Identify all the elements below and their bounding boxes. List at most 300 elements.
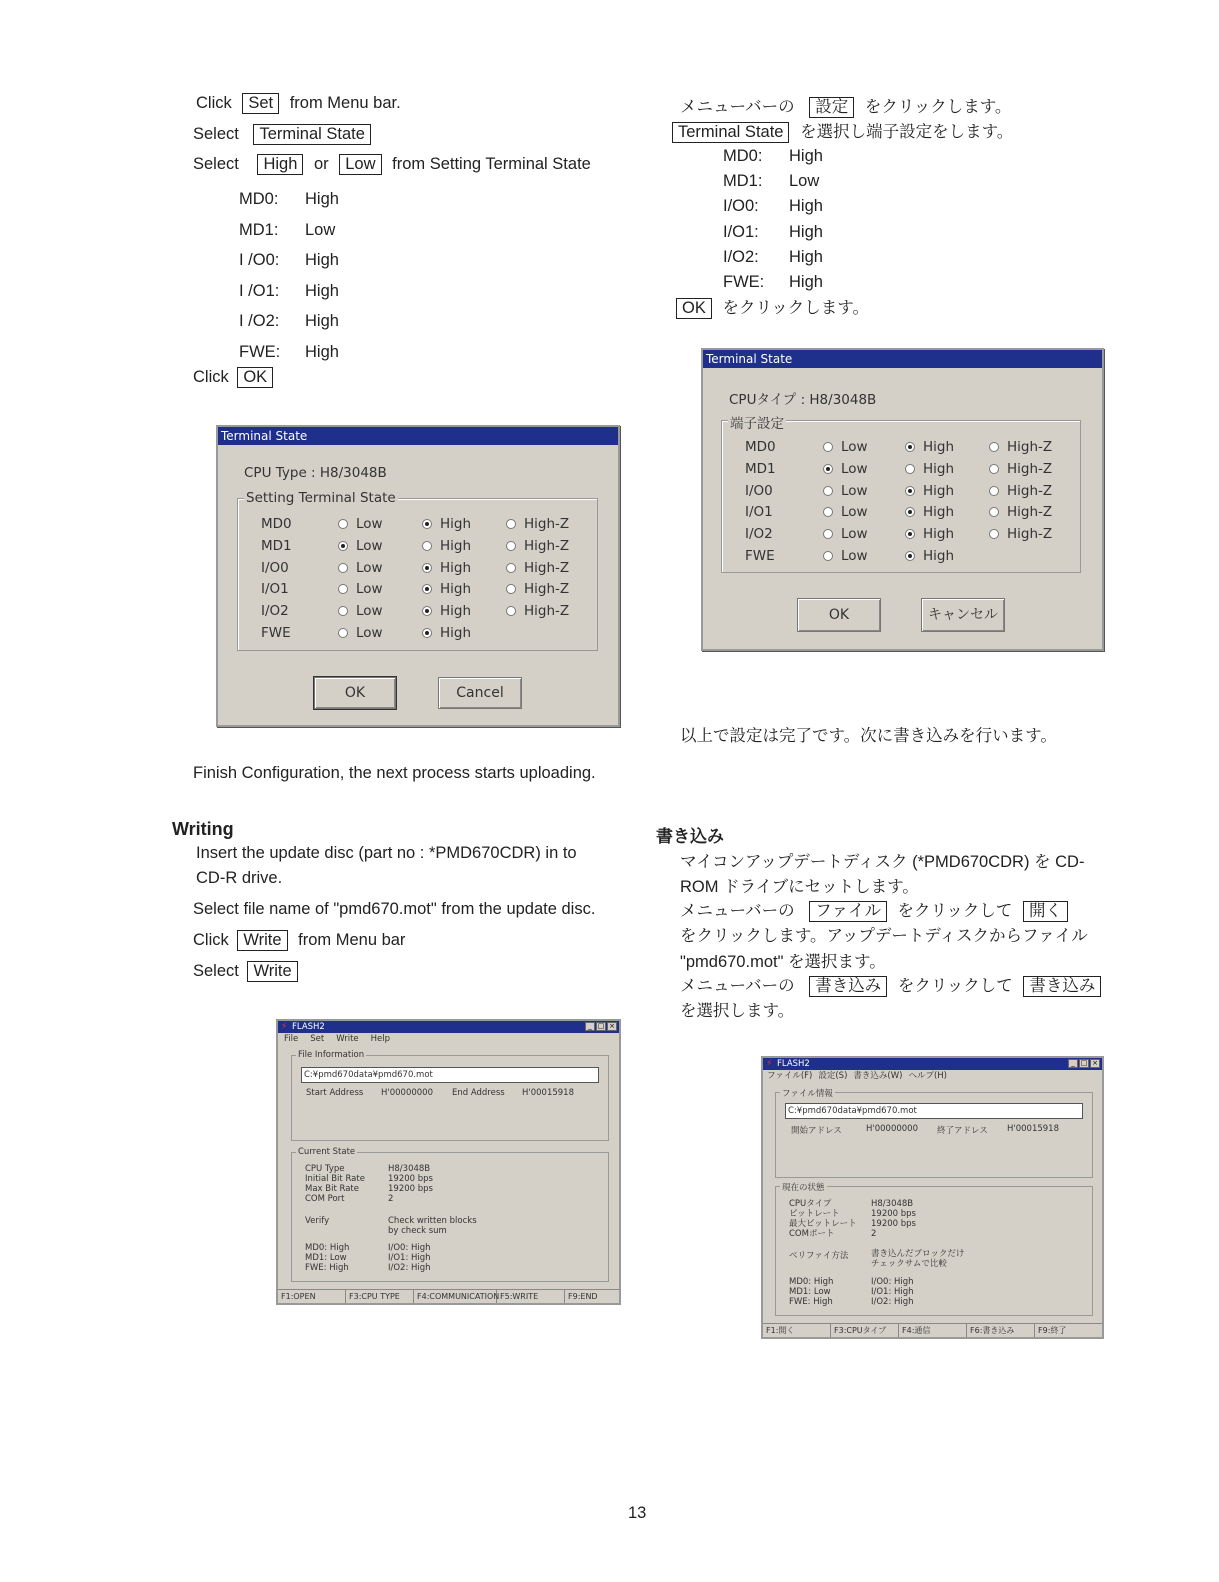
pin-label: I/O2 [745,526,773,543]
pin-name: FWE: [723,273,765,292]
state-key: Max Bit Rate [305,1184,359,1194]
pin-row [723,220,823,245]
radio-label: High [923,526,955,543]
ok-button[interactable]: OK [314,677,396,709]
radio-icon [905,529,915,539]
text: メニューバーの [680,98,795,116]
pin-value: Low [789,172,820,191]
radio-label: High-Z [524,516,570,532]
radio-high[interactable] [905,526,954,542]
state-key: COM Port [305,1194,345,1204]
state-key: 最大ビットレート [789,1219,857,1229]
text: をクリックして [897,902,1013,920]
radio-icon [905,507,915,517]
state-key: ビットレート [789,1209,840,1219]
radio-label: High-Z [1007,482,1053,499]
group-label: ファイル情報 [782,1089,833,1099]
radio-label: Low [841,504,868,521]
pin-state: MD0: High [789,1277,834,1287]
radio-icon [989,442,999,452]
pin-value: High [789,222,823,241]
menu-help[interactable]: Help [370,1034,391,1044]
terminal-state-dialog-en [216,425,620,727]
radio-high-z[interactable] [989,526,1052,542]
radio-icon [823,464,833,474]
en-click-write [193,930,405,951]
radio-icon [506,541,516,551]
text: をクリックして [897,977,1013,995]
radio-high[interactable] [422,538,471,554]
radio-label: High-Z [524,537,570,554]
pin-label: FWE [261,625,291,641]
text: を選択し端子設定をします。 [800,123,1014,141]
en-step-click-set [196,93,401,114]
pin-value: High [305,251,339,269]
ja-line2: ROM ドライブにセットします。 [680,878,919,896]
en-finish-text: Finish Configuration, the next process starts uploading. [193,764,596,782]
flash-icon: ⚡ [766,1059,773,1069]
ja-line6 [680,972,1107,997]
pin-row [239,337,339,368]
radio-label: Low [356,625,383,641]
maximize-icon[interactable]: □ [597,1022,605,1030]
key-terminal-state: Terminal State [672,122,789,143]
pin-state: I/O0: High [388,1243,431,1253]
radio-label: High [440,581,472,598]
radio-low[interactable] [338,581,383,597]
state-key: Initial Bit Rate [305,1174,365,1184]
key-write: 書き込み [1023,976,1101,997]
pin-label: I/O2 [261,603,289,620]
pin-state: I/O1: High [871,1287,914,1297]
radio-label: High-Z [1007,439,1053,455]
pin-row [239,245,339,276]
radio-icon [989,486,999,496]
text: Click [196,94,232,112]
radio-low[interactable] [823,526,868,542]
radio-label: Low [356,516,383,532]
radio-label: Low [356,603,383,620]
radio-icon [422,541,432,551]
radio-icon [905,442,915,452]
group-label: File Information [298,1050,365,1060]
radio-icon [506,606,516,616]
ok-button[interactable]: OK [797,598,881,632]
pin-row [723,245,823,270]
state-value: 2 [388,1194,394,1204]
pin-label: I/O0 [745,482,773,499]
start-address-value: H'00000000 [381,1088,433,1098]
pin-value: High [789,147,823,165]
ja-step-select-terminal [672,118,1013,143]
en-step-select-terminal [193,124,377,145]
radio-high[interactable] [422,560,471,576]
flash2-window-ja [761,1056,1104,1339]
radio-icon [506,519,516,529]
pin-label: I/O1 [261,581,289,598]
radio-icon [338,606,348,616]
fkey-open[interactable]: F1:開く [763,1324,831,1337]
text: from Menu bar [298,931,406,949]
radio-high-z[interactable] [989,461,1052,477]
en-select-write [193,961,304,982]
radio-label: High-Z [1007,504,1053,521]
radio-label: High [440,625,472,641]
dialog-title: Terminal State [703,350,1102,368]
fkey-write[interactable]: F5:WRITE [497,1290,565,1303]
radio-high[interactable] [905,439,954,455]
maximize-icon[interactable]: □ [1080,1059,1088,1067]
pin-states-right [871,1277,914,1307]
end-address-value: H'00015918 [1007,1124,1059,1134]
radio-high-z[interactable] [989,483,1052,499]
verify-value-line: by check sum [388,1226,447,1236]
state-value: 19200 bps [871,1209,916,1219]
radio-high[interactable] [905,461,954,477]
pin-state: MD1: Low [305,1253,347,1263]
flash-icon: ⚡ [281,1022,288,1032]
pin-value: High [789,273,823,292]
pin-row [723,169,823,194]
state-keys [305,1164,365,1204]
pin-states-left [789,1277,833,1307]
state-keys [789,1199,857,1239]
pin-row [239,215,339,246]
text: メニューバーの [680,902,795,920]
state-value: 19200 bps [388,1174,433,1184]
radio-label: High [440,516,472,532]
menu-write[interactable]: 書き込み(W) [853,1071,903,1081]
state-value: H8/3048B [871,1199,914,1209]
group-label: 端子設定 [728,412,786,432]
radio-low[interactable] [823,461,868,477]
ja-line4: をクリックします。アップデートディスクからファイル [680,927,1088,945]
key-open: 開く [1023,901,1068,922]
radio-label: Low [841,460,868,477]
text: Click [193,931,229,949]
pin-states-left [305,1243,349,1273]
start-address-label: 開始アドレス [791,1126,842,1136]
function-key-bar [763,1323,1102,1337]
fkey-cpu-type[interactable]: F3:CPUタイプ [831,1324,899,1337]
state-values [388,1164,433,1204]
fkey-write[interactable]: F6:書き込み [967,1324,1035,1337]
radio-label: Low [841,548,868,564]
cancel-button[interactable]: Cancel [438,677,522,709]
pin-value: High [789,247,823,266]
radio-high[interactable] [422,603,471,619]
minimize-icon[interactable]: _ [585,1022,595,1031]
pin-label: I/O0 [261,559,289,576]
radio-label: High [923,439,955,455]
radio-icon [338,584,348,594]
pin-state: I/O2: High [388,1263,431,1273]
radio-icon [506,563,516,573]
pin-name: I /O1: [239,281,280,300]
radio-icon [338,519,348,529]
menu-settings[interactable]: 設定(S) [818,1071,848,1081]
radio-icon [905,486,915,496]
pin-name: FWE: [239,342,281,361]
en-pin-list [239,184,339,367]
menu-bar [278,1033,619,1045]
window-title: FLASH2 [777,1059,810,1069]
key-set: Set [242,93,279,114]
radio-high[interactable] [905,504,954,520]
pin-name: I/O2: [723,247,759,266]
radio-label: High [923,460,955,477]
ja-finish-text: 以上で設定は完了です。次に書き込みを行います。 [680,727,1057,745]
radio-label: High-Z [524,603,570,620]
key-write: Write [237,930,287,951]
radio-high[interactable] [905,483,954,499]
radio-label: High [923,548,955,564]
pin-state: FWE: High [789,1297,833,1307]
radio-high[interactable] [422,625,471,641]
text: or [313,155,329,173]
window-titlebar [763,1058,1102,1070]
cancel-button[interactable]: キャンセル [921,598,1005,632]
radio-icon [823,486,833,496]
verify-value [871,1249,964,1269]
radio-high-z[interactable] [506,560,569,576]
fkey-cpu-type[interactable]: F3:CPU TYPE [346,1290,414,1303]
verify-value-line: Check written blocks [388,1216,477,1226]
pin-value: Low [305,220,336,239]
ja-line5: "pmd670.mot" を選択ます。 [680,953,886,971]
group-label: 現在の状態 [782,1183,825,1193]
pin-state: FWE: High [305,1263,349,1273]
radio-high-z[interactable] [506,581,569,597]
en-insert-line2: CD-R drive. [196,869,283,887]
group-label: Setting Terminal State [246,490,396,506]
radio-low[interactable] [338,516,383,532]
menu-file[interactable]: File [284,1034,299,1044]
pin-value: High [305,281,339,300]
pin-value: High [305,312,339,330]
end-address-value: H'00015918 [522,1088,574,1098]
key-ok: OK [237,367,273,388]
radio-low[interactable] [823,504,868,520]
radio-low[interactable] [338,560,383,576]
pin-row [239,276,339,307]
file-path-input[interactable]: C:¥pmd670data¥pmd670.mot [785,1103,1083,1119]
radio-label: High-Z [524,581,570,598]
pin-label: MD1 [261,537,292,554]
en-insert-line1: Insert the update disc (part no : *PMD670CDR) in to [196,844,577,862]
file-path-input[interactable]: C:¥pmd670data¥pmd670.mot [301,1067,599,1083]
en-step-click-ok [193,367,279,388]
page-number: 13 [628,1504,647,1522]
cpu-type-label: CPUタイプ : H8/3048B [729,392,877,408]
start-address-value: H'00000000 [866,1124,918,1134]
radio-icon [823,442,833,452]
pin-states-right [388,1243,431,1273]
radio-label: High [440,537,472,554]
radio-high[interactable] [422,581,471,597]
radio-icon [823,507,833,517]
ja-pin-list [723,144,823,295]
key-ok: OK [676,298,712,319]
menu-file[interactable]: ファイル(F) [767,1071,813,1081]
en-select-file: Select file name of "pmd670.mot" from the update disc. [193,900,596,918]
radio-low[interactable] [823,548,868,564]
radio-low[interactable] [823,483,868,499]
pin-value: High [305,190,339,208]
radio-icon [338,563,348,573]
text: メニューバーの [680,977,795,995]
ja-line7: を選択します。 [680,1002,795,1020]
pin-state: MD0: High [305,1243,350,1253]
text: をクリックします。 [722,299,869,317]
radio-icon [905,551,915,561]
state-value: 2 [871,1229,877,1239]
menu-help[interactable]: ヘルプ(H) [908,1071,947,1081]
text: Select [193,125,239,143]
flash2-window-en [276,1019,621,1305]
ja-step-click-ok [676,294,869,319]
pin-row [239,184,339,215]
key-write: Write [247,961,297,982]
close-icon[interactable]: × [1090,1059,1100,1068]
radio-label: High-Z [1007,460,1053,477]
fkey-open[interactable]: F1:OPEN [278,1290,346,1303]
radio-icon [422,563,432,573]
radio-label: Low [841,439,868,455]
ja-line1: マイコンアップデートディスク (*PMD670CDR) を CD- [680,853,1085,871]
window-titlebar [278,1021,619,1033]
group-label: Current State [298,1147,356,1157]
radio-label: High [923,504,955,521]
fkey-communication[interactable]: F4:COMMUNICATION [414,1290,497,1303]
verify-value-line: 書き込んだブロックだけ [871,1249,965,1259]
radio-label: Low [356,581,383,598]
radio-high-z[interactable] [989,439,1052,455]
text: をクリックします。 [864,98,1012,116]
radio-icon [422,519,432,529]
radio-high-z[interactable] [506,603,569,619]
state-key: COMポート [789,1229,835,1239]
text: Select [193,155,239,173]
key-low: Low [339,154,381,175]
radio-icon [422,606,432,616]
radio-label: Low [356,559,383,576]
fkey-end[interactable]: F9:END [568,1292,598,1301]
text: from Menu bar. [289,94,401,112]
state-values [871,1199,916,1239]
radio-label: High [923,482,955,499]
radio-high[interactable] [422,516,471,532]
radio-high[interactable] [905,548,954,564]
pin-value: High [789,197,823,216]
pin-row [723,194,823,219]
radio-icon [506,584,516,594]
text: from Setting Terminal State [392,155,591,173]
text: Select [193,962,239,980]
radio-high-z[interactable] [506,538,569,554]
radio-icon [989,464,999,474]
state-value: H8/3048B [388,1164,431,1174]
end-address-label: End Address [452,1088,505,1098]
radio-label: Low [841,526,868,543]
ja-writing-heading: 書き込み [656,827,724,846]
terminal-state-dialog-ja [701,348,1104,651]
cpu-type-label: CPU Type : H8/3048B [244,465,387,481]
key-terminal-state: Terminal State [253,124,370,145]
pin-row [723,270,823,295]
pin-row [239,306,339,337]
radio-low[interactable] [823,439,868,455]
key-file: ファイル [809,901,887,922]
pin-state: I/O1: High [388,1253,431,1263]
radio-icon [338,628,348,638]
en-writing-heading: Writing [172,819,234,839]
radio-high-z[interactable] [506,516,569,532]
window-title: FLASH2 [292,1022,325,1032]
state-value: 19200 bps [388,1184,433,1194]
key-settings: 設定 [809,97,854,118]
menu-write[interactable]: Write [336,1034,359,1044]
minimize-icon[interactable]: _ [1068,1059,1078,1068]
text: Click [193,368,229,386]
radio-low[interactable] [338,625,383,641]
pin-label: MD0 [745,439,776,455]
radio-low[interactable] [338,538,383,554]
state-key: CPUタイプ [789,1199,832,1209]
pin-name: I/O0: [723,197,759,216]
radio-label: High [440,559,472,576]
ja-line3 [680,897,1074,922]
radio-icon [422,584,432,594]
radio-icon [989,507,999,517]
pin-label: MD1 [745,460,776,477]
pin-name: MD0: [239,190,279,208]
key-high: High [257,154,303,175]
pin-name: I /O0: [239,251,280,269]
close-icon[interactable]: × [607,1022,617,1031]
radio-label: High-Z [1007,526,1053,543]
pin-name: I/O1: [723,222,759,241]
function-key-bar [278,1289,619,1303]
radio-label: High-Z [524,559,570,576]
radio-icon [989,529,999,539]
end-address-label: 終了アドレス [937,1126,988,1136]
fkey-communication[interactable]: F4:通信 [899,1324,967,1337]
ja-step-click-settings [680,93,1011,118]
state-value: 19200 bps [871,1219,916,1229]
pin-label: FWE [745,548,775,564]
radio-low[interactable] [338,603,383,619]
start-address-label: Start Address [306,1088,364,1098]
pin-row [723,144,823,169]
dialog-title: Terminal State [218,427,618,445]
key-write: 書き込み [809,976,887,997]
pin-state: MD1: Low [789,1287,831,1297]
radio-icon [823,551,833,561]
fkey-end[interactable]: F9:終了 [1038,1326,1067,1335]
radio-label: High [440,603,472,620]
radio-label: Low [356,537,383,554]
radio-icon [338,541,348,551]
pin-value: High [305,342,339,361]
menu-set[interactable]: Set [310,1034,325,1044]
radio-high-z[interactable] [989,504,1052,520]
radio-label: Low [841,482,868,499]
verify-value-line: チェックサムで比較 [871,1259,947,1269]
verify-label: Verify [305,1216,330,1226]
pin-label: I/O1 [745,504,773,521]
pin-name: I /O2: [239,312,280,330]
